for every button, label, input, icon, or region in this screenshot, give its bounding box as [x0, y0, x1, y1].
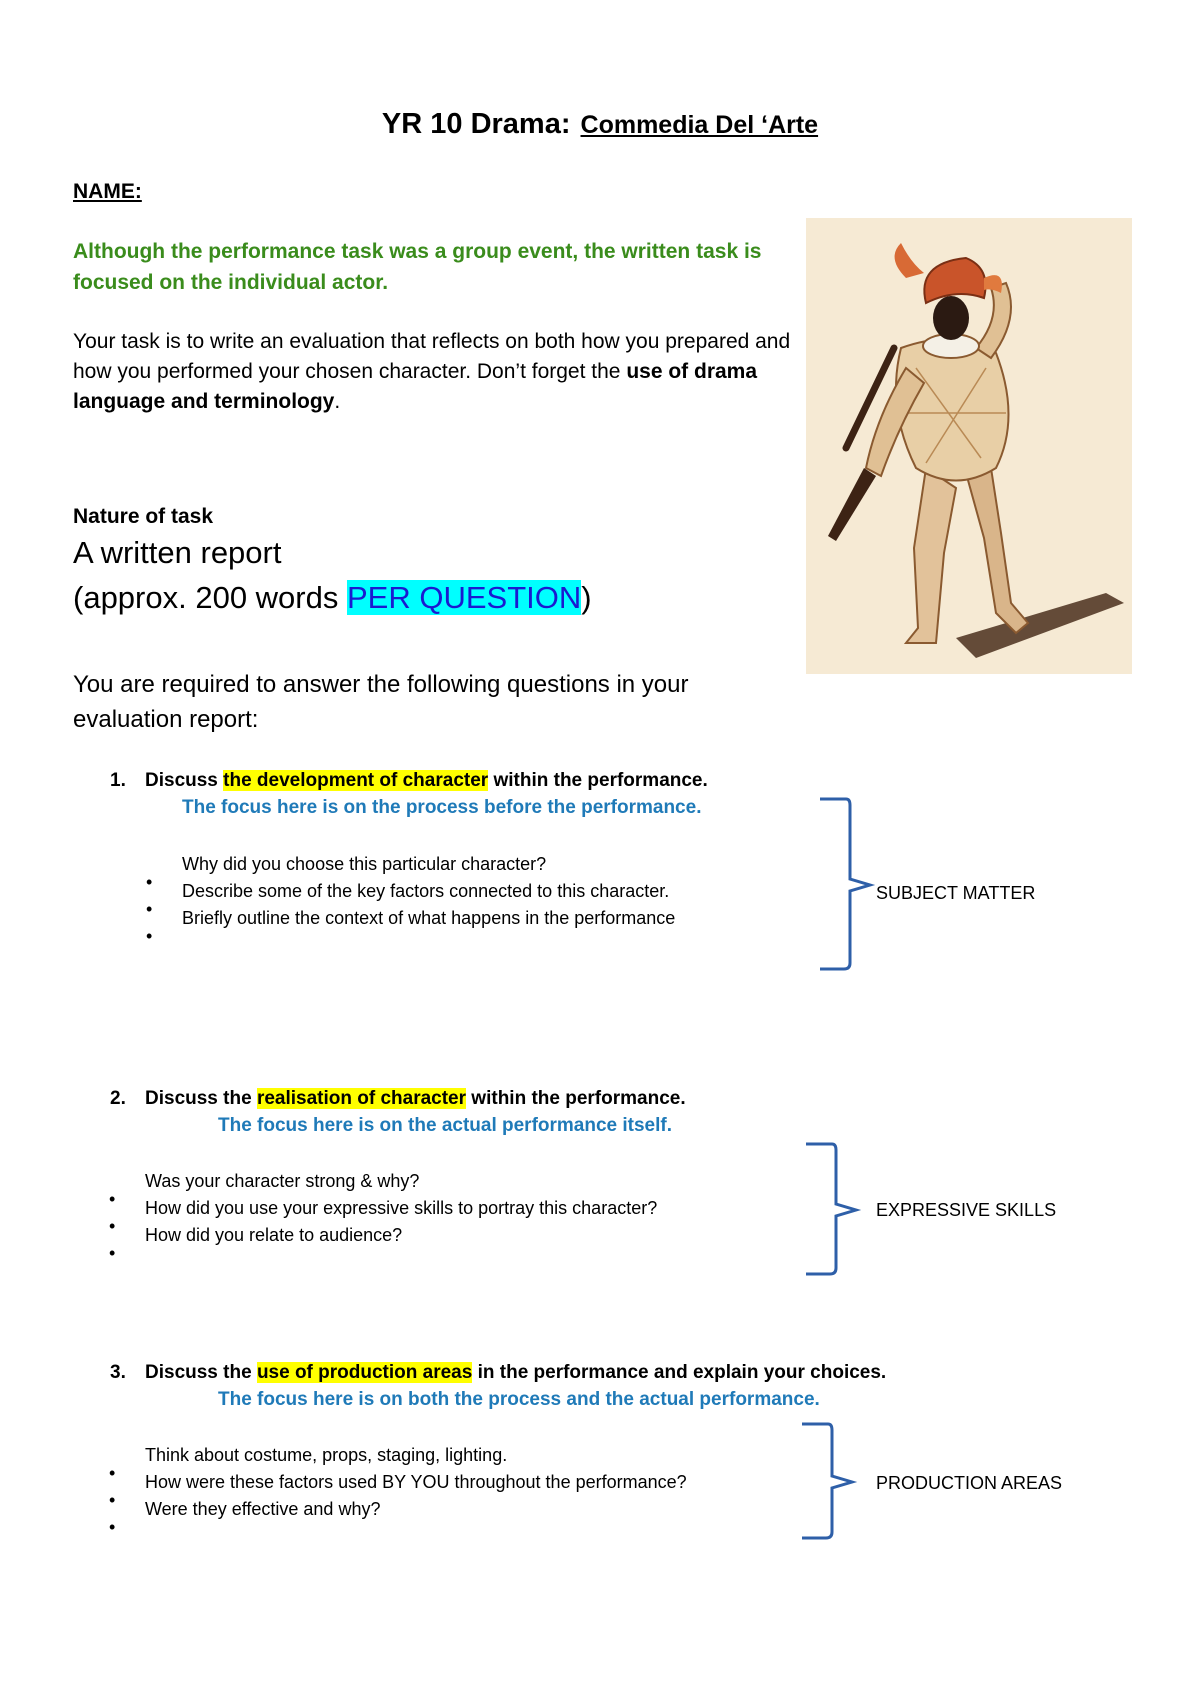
nature-line-1: A written report [73, 535, 282, 570]
question-3-focus: The focus here is on both the process and the actual performance. [218, 1389, 820, 1410]
question-3-before: Discuss the [145, 1362, 257, 1383]
list-item: Was your character strong & why? [145, 1171, 420, 1191]
question-2-after: within the performance. [466, 1088, 686, 1109]
intro-note: Although the performance task was a group event, the written task is focused on the individual actor. [73, 240, 762, 294]
nature-heading: Nature of task [73, 505, 214, 528]
title-main: YR 10 Drama: [381, 108, 571, 140]
nature-line-2-before: (approx. 200 words [73, 580, 347, 615]
nature-line-2-after: ) [581, 580, 592, 615]
list-item: Were they effective and why? [145, 1499, 381, 1519]
task-text-bold: use of drama language and terminology [73, 360, 758, 413]
question-2-focus: The focus here is on the actual performance itself. [218, 1115, 673, 1136]
question-3-after: in the performance and explain your choices. [472, 1362, 887, 1383]
question-3-number: 3. [110, 1362, 126, 1383]
question-1-focus: The focus here is on the process before the performance. [182, 797, 702, 818]
required-text: You are required to answer the following questions in your evaluation report: [73, 671, 689, 733]
bracket-2-icon [804, 1140, 864, 1280]
question-2-number: 2. [110, 1088, 126, 1109]
task-description [73, 327, 793, 417]
question-1-highlight: the development of character [223, 770, 489, 791]
list-item: Think about costume, props, staging, lighting. [145, 1445, 508, 1465]
question-3-highlight: use of production areas [256, 1362, 473, 1383]
task-text-after: . [334, 390, 341, 413]
category-label-3: PRODUCTION AREAS [876, 1473, 1063, 1493]
title-sub: Commedia Del ‘Arte [580, 111, 819, 139]
question-1-heading [145, 770, 708, 792]
nature-line-2 [73, 580, 592, 616]
list-item: Describe some of the key factors connected to this character. [182, 881, 670, 901]
question-1-number: 1. [110, 770, 126, 791]
question-3-heading [145, 1362, 886, 1384]
question-1-after: within the performance. [488, 770, 708, 791]
question-1-before: Discuss [145, 770, 224, 791]
question-2-highlight: realisation of character [256, 1088, 467, 1109]
question-1-bullets [182, 851, 802, 932]
question-2-heading [145, 1088, 686, 1110]
bracket-3-icon [800, 1420, 860, 1544]
list-item: How did you use your expressive skills to portray this character? [145, 1198, 658, 1218]
bracket-1-icon [818, 795, 878, 975]
character-illustration [806, 218, 1132, 674]
list-item: Briefly outline the context of what happens in the performance [182, 908, 676, 928]
page-title [0, 108, 1200, 141]
harlequin-figure-image [806, 218, 1132, 674]
question-2-before: Discuss the [145, 1088, 257, 1109]
per-question-highlight: PER QUESTION [346, 580, 582, 615]
name-label: NAME: [73, 180, 142, 203]
task-text-before: Your task is to write an evaluation that reflects on both how you prepared and how you performed your chosen character. Don’t forget the [73, 330, 791, 383]
category-label-2: EXPRESSIVE SKILLS [876, 1200, 1057, 1220]
category-label-1: SUBJECT MATTER [876, 883, 1036, 903]
list-item: How did you relate to audience? [145, 1225, 403, 1245]
question-2-bullets [145, 1168, 805, 1249]
list-item: How were these factors used BY YOU throughout the performance? [145, 1472, 687, 1492]
list-item: Why did you choose this particular character? [182, 854, 547, 874]
question-3-bullets [145, 1442, 805, 1523]
